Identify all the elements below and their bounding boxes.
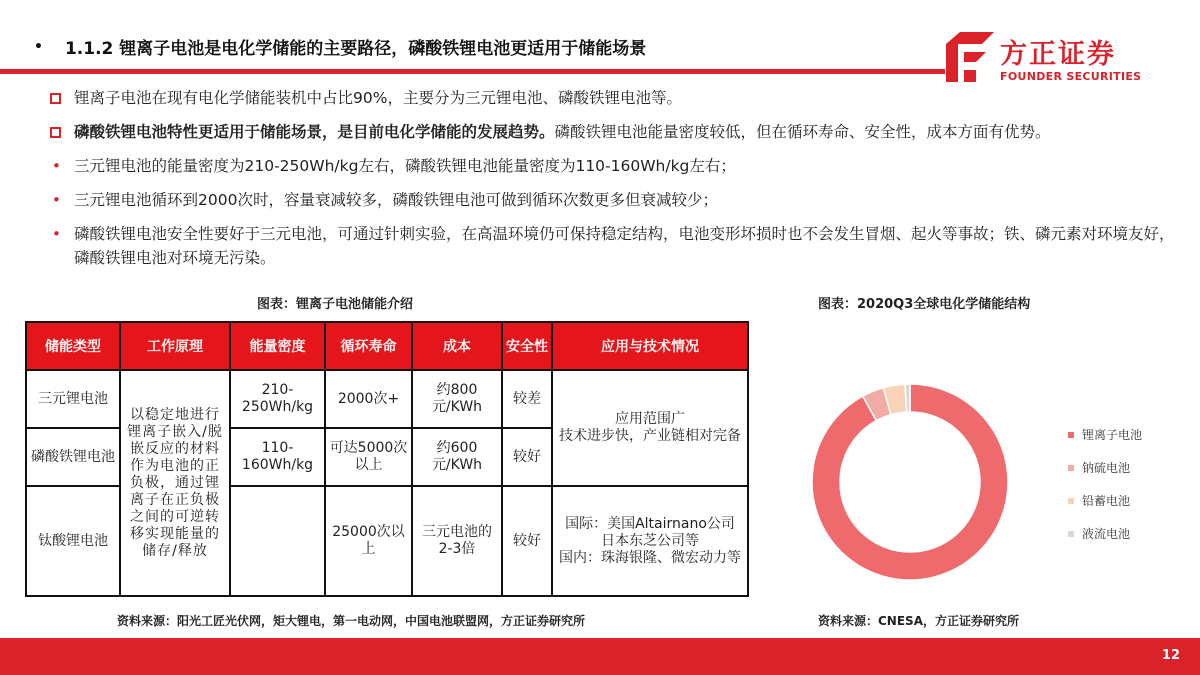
cell-safety: 较好 [502, 486, 552, 596]
logo-mark-icon [942, 30, 996, 84]
cell-cycle: 25000次以上 [325, 486, 412, 596]
bullet-item: • 三元锂电池循环到2000次时，容量衰减较多，磷酸铁锂电池可做到循环次数更多但衰减较少； [40, 188, 1185, 212]
legend-item [1068, 427, 1142, 460]
bullet-bold: 磷酸铁锂电池特性更适用于储能场景，是目前电化学储能的发展趋势。 [74, 123, 555, 141]
cell-cycle: 2000次+ [325, 370, 412, 428]
chart-legend [1068, 427, 1142, 559]
donut-slice-3 [905, 384, 910, 412]
cell-safety: 较好 [502, 428, 552, 486]
legend-label: 液流电池 [1082, 527, 1131, 541]
table-caption: 图表：锂离子电池储能介绍 [257, 297, 414, 312]
footer-bar [0, 638, 1200, 675]
header-cell: 循环寿命 [325, 322, 412, 370]
company-logo [942, 30, 1172, 84]
cell-application: 国际：美国Altairnano公司 日本东芝公司等 国内：珠海银隆、微宏动力等 [552, 486, 748, 596]
cell-application: 应用范围广 技术进步快，产业链相对完备 [552, 370, 748, 486]
bullet-item: 磷酸铁锂电池特性更适用于储能场景，是目前电化学储能的发展趋势。磷酸铁锂电池能量密度较低，但在循环寿命、安全性，成本方面有优势。 [40, 120, 1185, 144]
header-cell: 工作原理 [120, 322, 230, 370]
logo-english: FOUNDER SECURITIES [1000, 70, 1142, 83]
legend-item [1068, 526, 1142, 559]
legend-swatch [1068, 531, 1074, 537]
dot-bullet-icon: • [52, 157, 61, 175]
cell-density: 210-250Wh/kg [230, 370, 325, 428]
cell-cost: 约600元/KWh [412, 428, 502, 486]
legend-label: 锂离子电池 [1082, 428, 1143, 442]
title-bullet: • [34, 38, 43, 55]
cell-cycle: 可达5000次以上 [325, 428, 412, 486]
bullet-item: • 三元锂电池的能量密度为210-250Wh/kg左右，磷酸铁锂电池能量密度为110-160Wh/kg左右； [40, 154, 1185, 178]
donut-slice-0 [812, 384, 1008, 580]
table-header-row [26, 322, 748, 370]
legend-item [1068, 460, 1142, 493]
bullet-item: 锂离子电池在现有电化学储能装机中占比90%，主要分为三元锂电池、磷酸铁锂电池等。 [40, 86, 1185, 110]
page-title [34, 34, 646, 59]
cell-type: 磷酸铁锂电池 [26, 428, 120, 486]
table-row [26, 370, 748, 428]
legend-swatch [1068, 432, 1074, 438]
cell-safety: 较差 [502, 370, 552, 428]
legend-swatch [1068, 465, 1074, 471]
bullet-list [40, 86, 1185, 280]
square-bullet-icon [50, 127, 61, 138]
cell-density: 110-160Wh/kg [230, 428, 325, 486]
legend-item [1068, 493, 1142, 526]
cell-mechanism: 以稳定地进行锂离子嵌入/脱嵌反应的材料作为电池的正负极，通过锂离子在正负极之间的可逆转移实现能量的储存/释放 [120, 370, 230, 596]
header-cell: 储能类型 [26, 322, 120, 370]
legend-label: 铅蓄电池 [1082, 494, 1131, 508]
legend-swatch [1068, 498, 1074, 504]
cell-density [230, 486, 325, 596]
chart-title: 图表：2020Q3全球电化学储能结构 [818, 297, 1031, 312]
dot-bullet-icon: • [52, 225, 61, 243]
square-bullet-icon [50, 93, 61, 104]
battery-table [25, 321, 749, 597]
donut-chart [810, 382, 1010, 582]
cell-type: 三元锂电池 [26, 370, 120, 428]
header-cell: 应用与技术情况 [552, 322, 748, 370]
table-source: 资料来源：阳光工匠光伏网，矩大锂电，第一电动网，中国电池联盟网，方正证券研究所 [117, 614, 586, 628]
dot-bullet-icon: • [52, 191, 61, 209]
header-cell: 能量密度 [230, 322, 325, 370]
page-number: 12 [1161, 648, 1180, 663]
header-cell: 安全性 [502, 322, 552, 370]
chart-source: 资料来源：CNESA，方正证券研究所 [818, 614, 1019, 628]
cell-cost: 约800元/KWh [412, 370, 502, 428]
cell-cost: 三元电池的2-3倍 [412, 486, 502, 596]
title-text: 1.1.2 锂离子电池是电化学储能的主要路径，磷酸铁锂电池更适用于储能场景 [64, 39, 647, 59]
cell-type: 钛酸锂电池 [26, 486, 120, 596]
bullet-item: • 磷酸铁锂电池安全性要好于三元电池，可通过针刺实验，在高温环境仍可保持稳定结构，电池变形坏损时也不会发生冒烟、起火等事故；铁、磷元素对环境友好，磷酸铁锂电池对环境无污染。 [40, 222, 1185, 270]
title-underline [0, 69, 945, 74]
legend-label: 钠硫电池 [1082, 461, 1131, 475]
header-cell: 成本 [412, 322, 502, 370]
logo-name: 方正证券 [1000, 39, 1116, 70]
